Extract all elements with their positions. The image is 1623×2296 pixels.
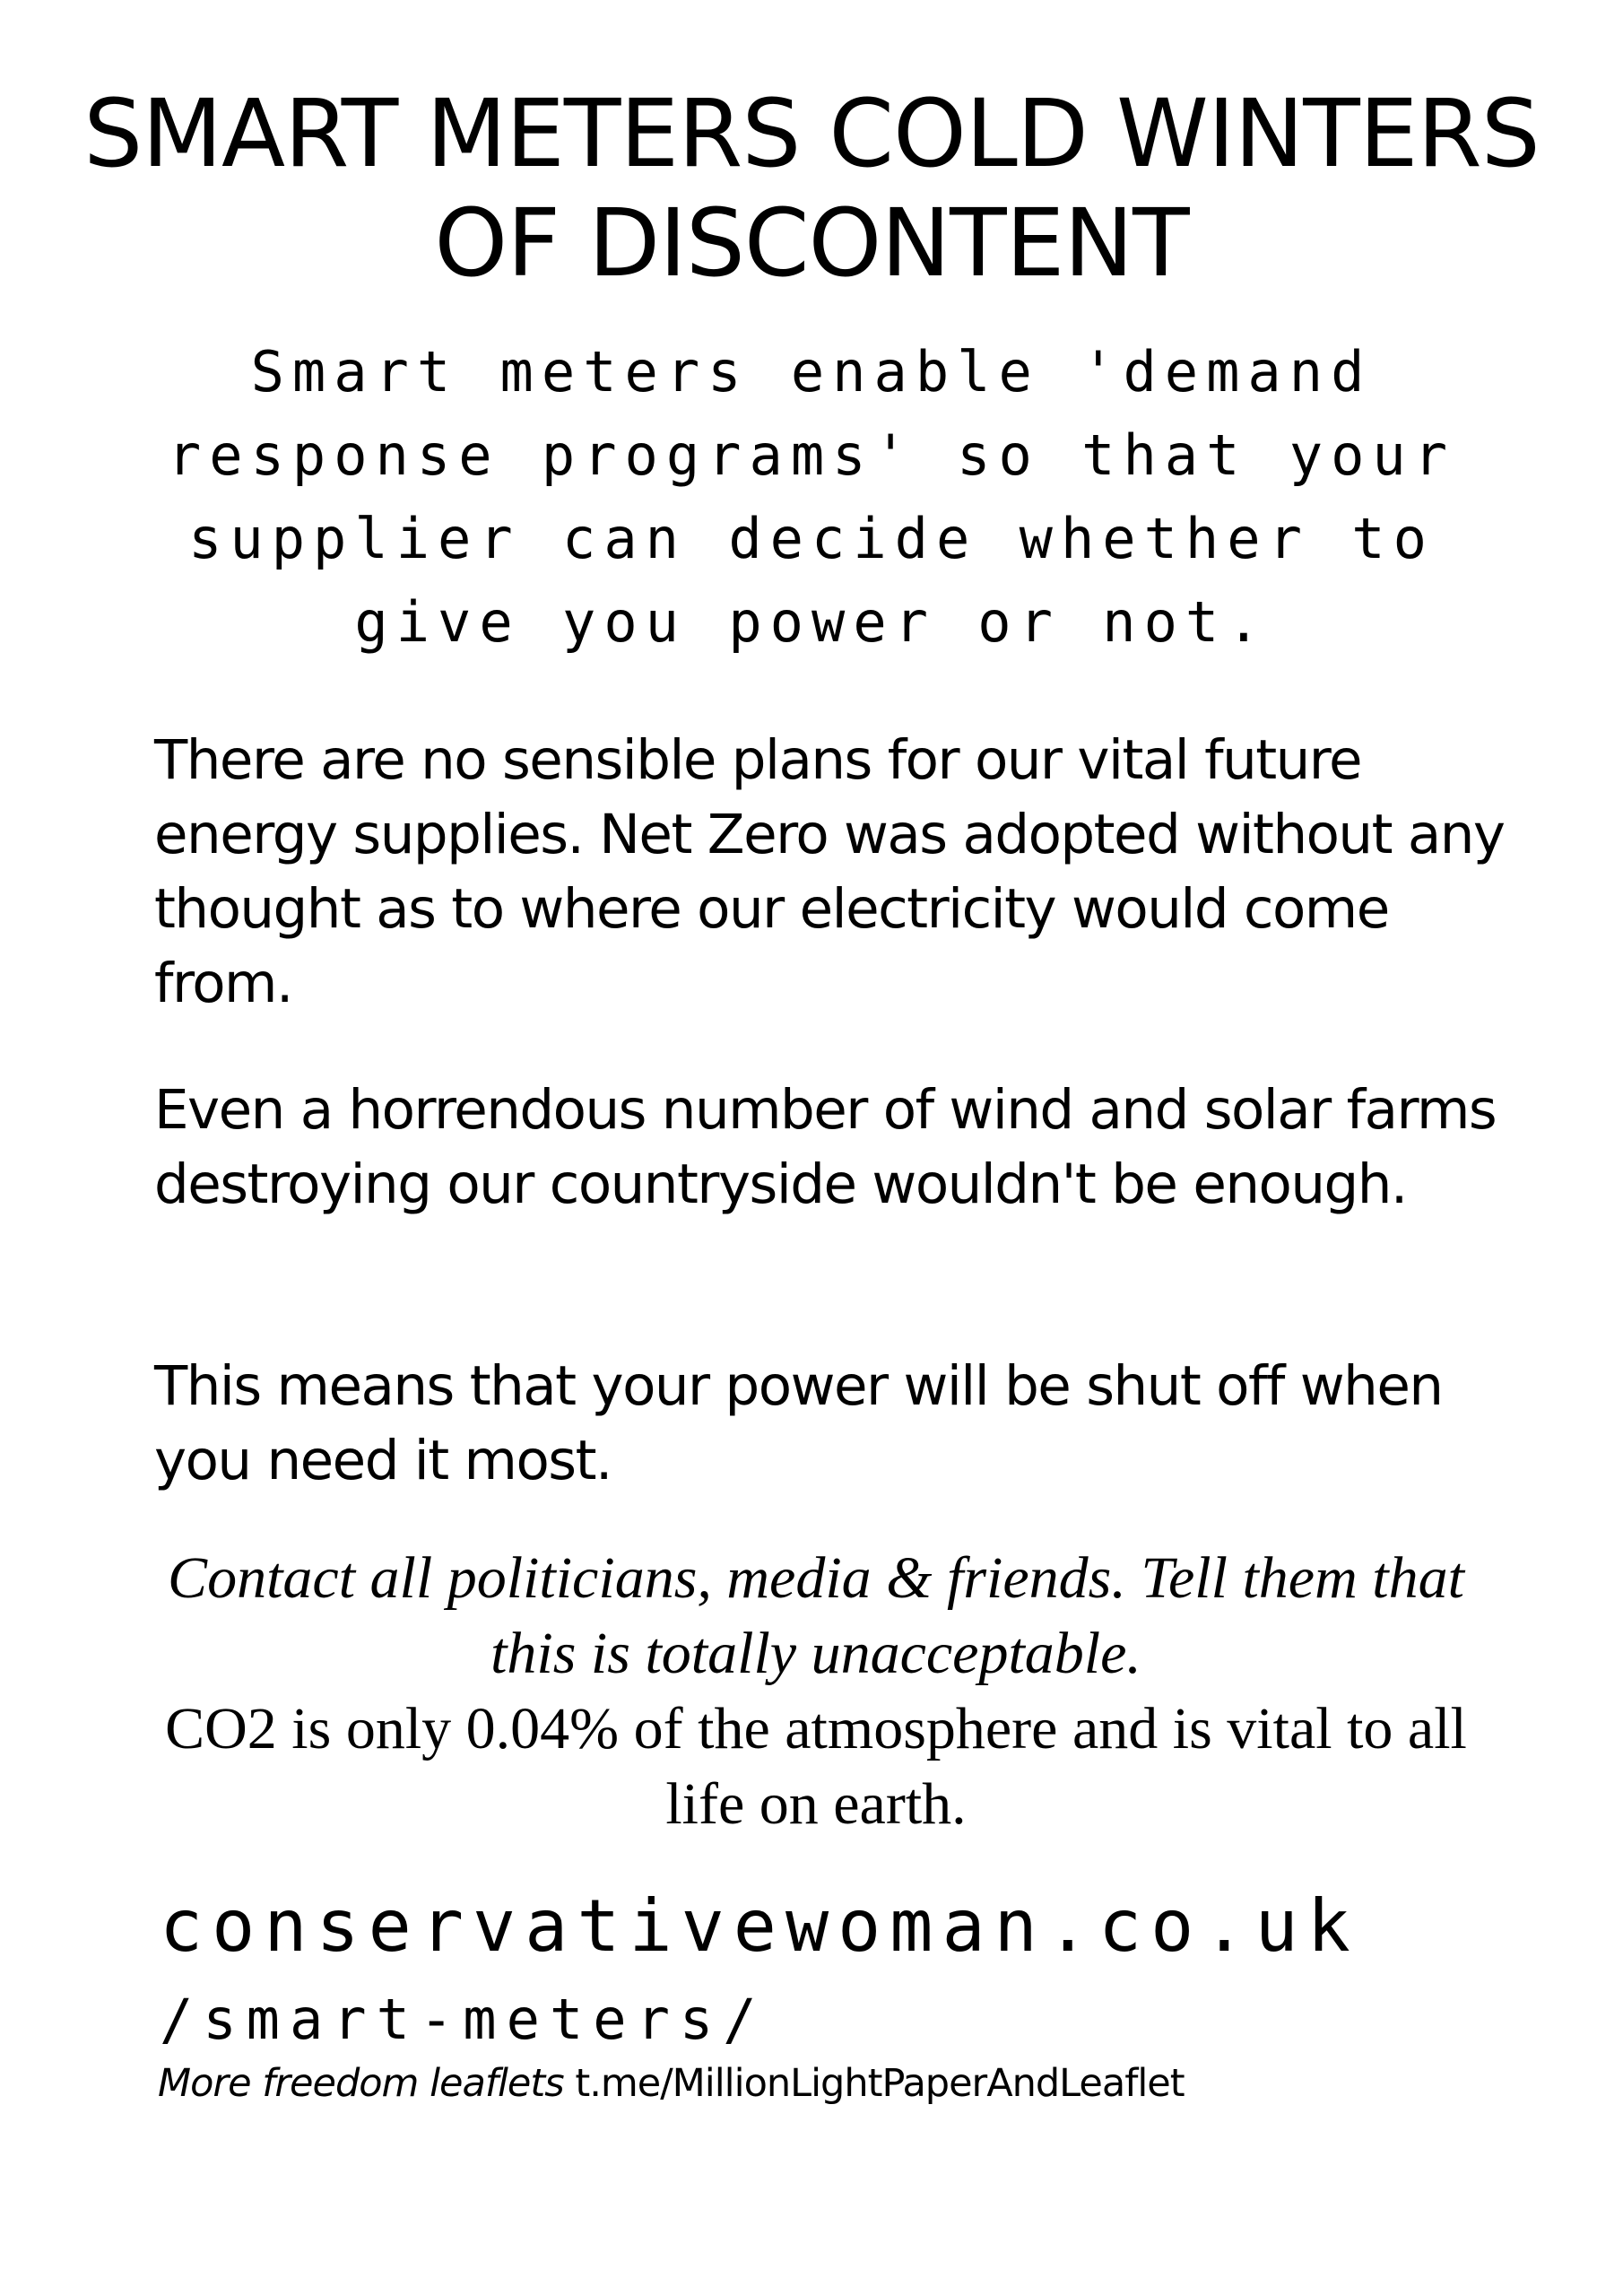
- call-to-action-co2-fact: CO2 is only 0.04% of the atmosphere and is vital to all life on earth.: [165, 1696, 1467, 1837]
- leaflet-title: SMART METERS COLD WINTERS OF DISCONTENT: [83, 79, 1540, 298]
- website-domain: conservativewoman.co.uk: [160, 1884, 1359, 1968]
- website-path: /smart-meters/: [160, 1987, 767, 2052]
- body-paragraph-energy-plans: There are no sensible plans for our vital future energy supplies. Net Zero was adopted without any thought as to where our electricity would come from.: [154, 728, 1505, 1015]
- call-to-action-contact: Contact all politicians, media & friends. Tell them that this is totally unacceptable.: [168, 1545, 1464, 1686]
- call-to-action: [126, 1541, 1506, 1842]
- leaflet-subtitle: Smart meters enable 'demand response programs' so that your supplier can decide whether to give you power or not.: [167, 339, 1456, 655]
- footer-label: More freedom leaflets: [158, 2061, 564, 2106]
- footer-link: t.me/MillionLightPaperAndLeaflet: [575, 2061, 1185, 2106]
- footer-line: [158, 2057, 1185, 2109]
- body-paragraph-wind-solar: Even a horrendous number of wind and solar farms destroying our countryside wouldn't be enough.: [154, 1078, 1497, 1216]
- body-paragraph-power-shut-off: This means that your power will be shut off when you need it most.: [154, 1354, 1443, 1492]
